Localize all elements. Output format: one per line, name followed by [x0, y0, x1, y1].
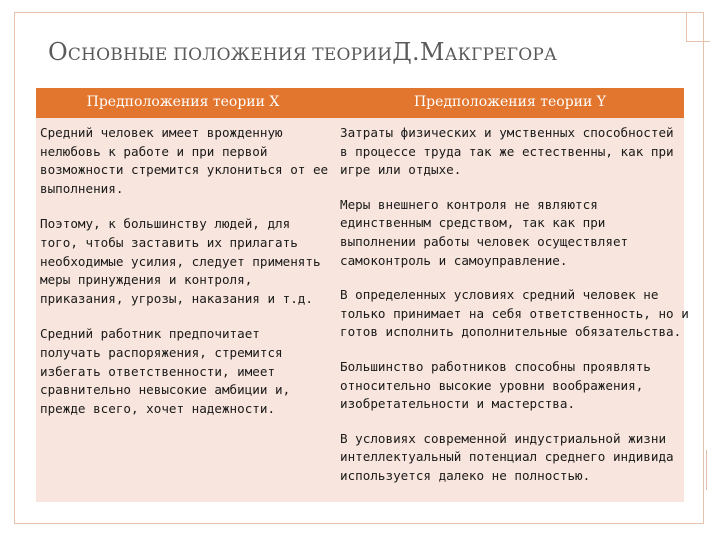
- table-header-row: [36, 88, 684, 118]
- theory-y-paragraph: В условиях современной индустриальной жизни интеллектуальный потенциал среднего индивида используется далеко не полностью.: [340, 430, 674, 483]
- theory-y-paragraph: В определенных условиях средний человек не только принимает на себя ответственность, но и готов исполнить дополнительные обязательства.: [340, 287, 689, 340]
- title-cap-2: Д.М: [392, 38, 445, 66]
- slide-title: [48, 38, 688, 66]
- theory-x-column: [40, 124, 334, 435]
- theory-y-paragraph: Большинство работников способны проявлять относительно высокие уровни воображения, изобретательности и мастерства.: [340, 358, 651, 412]
- title-part-2: АКГРЕГОРА: [444, 45, 558, 65]
- corner-decoration: [686, 12, 710, 42]
- title-part-1: СНОВНЫЕ ПОЛОЖЕНИЯ ТЕОРИИ: [67, 45, 393, 65]
- theory-x-paragraph: Поэтому, к большинству людей, для того, чтобы заставить их прилагать необходимые усилия, следует применять меры принуждения и контроля, приказания, угрозы, наказания и т.д.: [40, 216, 321, 306]
- title-cap-1: О: [48, 38, 68, 66]
- theory-x-paragraph: Средний человек имеет врожденную нелюбовь к работе и при первой возможности стремится уклониться от ее выполнения.: [40, 125, 329, 196]
- side-decoration: [706, 450, 716, 490]
- theory-y-column: [340, 124, 689, 502]
- header-theory-x: Предположения теории X: [86, 94, 280, 110]
- theory-y-paragraph: Затраты физических и умственных способностей в процессе труда так же естественны, как при игре или отдыхе.: [340, 125, 674, 178]
- theory-x-paragraph: Средний работник предпочитает получать распоряжения, стремится избегать ответственности, имеет сравнительно невысокие амбиции и, прежде всего, хочет надежности.: [40, 326, 291, 416]
- theory-y-paragraph: Меры внешнего контроля не являются единственным средством, так как при выполнении работы человек осуществляет самоконтроль и самоуправление.: [340, 196, 629, 268]
- comparison-table: [36, 88, 689, 502]
- header-theory-y: Предположения теории Y: [413, 94, 607, 110]
